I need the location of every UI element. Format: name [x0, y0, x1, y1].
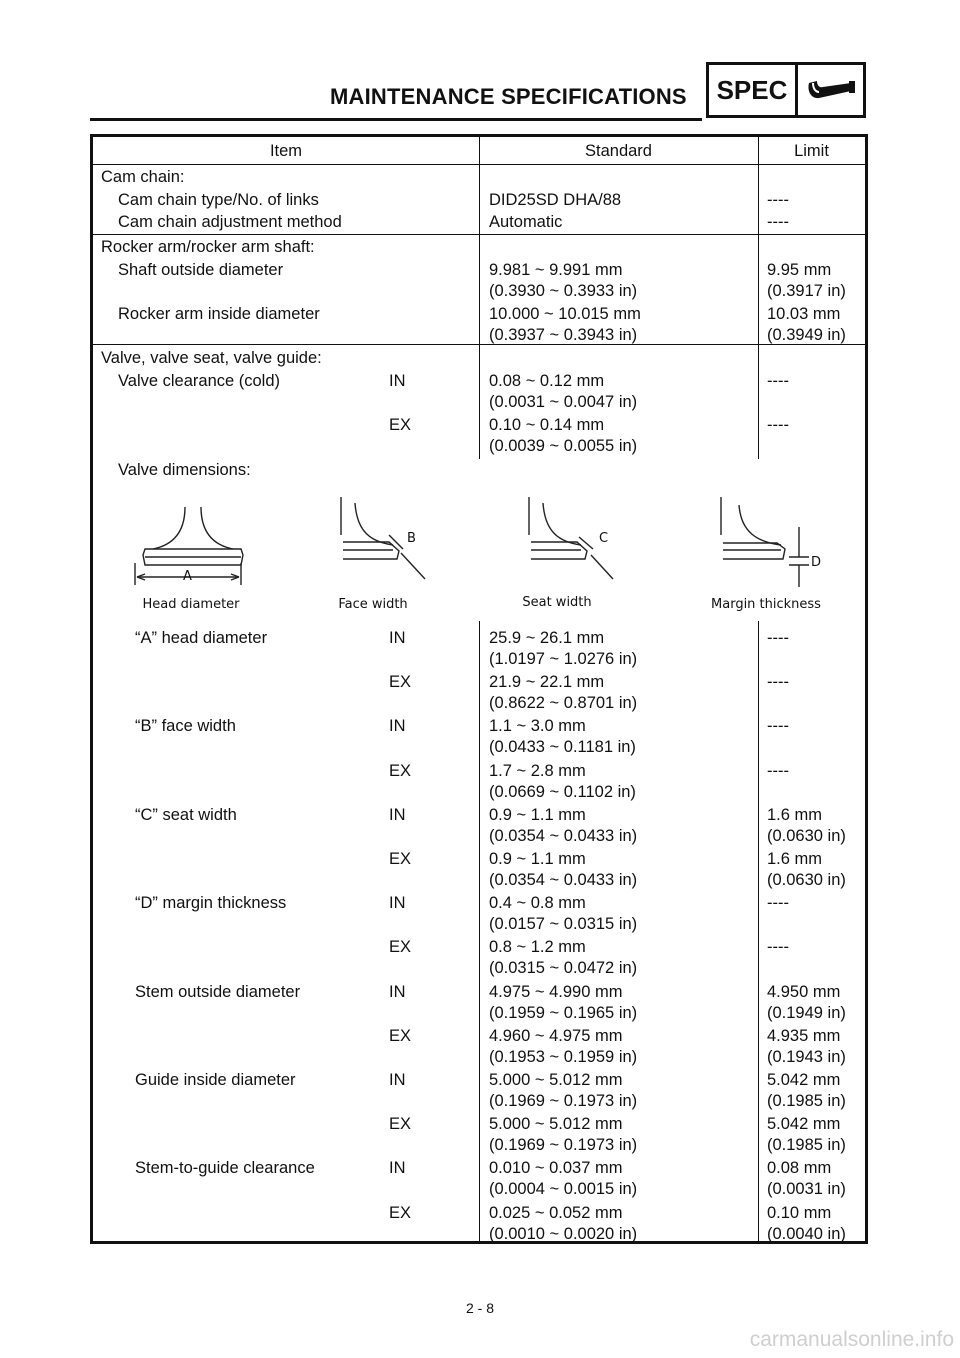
spec-standard: 25.9 ~ 26.1 mm — [489, 629, 605, 647]
spec-standard-inch: (0.0039 ~ 0.0055 in) — [489, 437, 638, 455]
column-divider — [758, 621, 759, 1241]
spec-item: Cam chain adjustment method — [118, 213, 342, 231]
spec-sub: IN — [389, 805, 406, 824]
wrench-icon — [798, 65, 863, 115]
spec-standard-inch: (0.0354 ~ 0.0433 in) — [489, 871, 638, 889]
spec-standard: 21.9 ~ 22.1 mm — [489, 673, 605, 692]
spec-standard-inch: (0.3937 ~ 0.3943 in) — [489, 326, 638, 344]
spec-standard: 4.960 ~ 4.975 mm — [489, 1026, 623, 1045]
spec-standard: 1.1 ~ 3.0 mm — [489, 717, 586, 736]
diagram-letter-c: C — [599, 531, 609, 546]
spec-limit: 1.6 mm — [767, 850, 823, 868]
spec-limit-inch: (0.1949 in) — [767, 1003, 846, 1022]
spec-limit: ---- — [767, 372, 789, 390]
spec-sub: EX — [389, 1115, 412, 1134]
watermark: carmanualsonline.info — [749, 1328, 954, 1351]
column-header-item: Item — [269, 142, 303, 160]
section-heading: Cam chain: — [101, 168, 185, 186]
section-badge — [706, 62, 866, 118]
spec-standard-inch: (0.1959 ~ 0.1965 in) — [489, 1003, 638, 1022]
spec-standard: DID25SD DHA/88 — [489, 191, 622, 209]
spec-item: “D” margin thickness — [135, 894, 287, 913]
spec-limit: ---- — [767, 673, 789, 692]
column-divider — [479, 235, 480, 345]
spec-limit: ---- — [767, 761, 789, 780]
spec-limit: 1.6 mm — [767, 805, 823, 824]
diagram-caption: Margin thickness — [711, 597, 821, 612]
section-heading: Valve, valve seat, valve guide: — [101, 349, 322, 367]
spec-sub: IN — [389, 1159, 406, 1178]
spec-limit: 0.08 mm — [767, 1159, 832, 1178]
spec-standard: 0.9 ~ 1.1 mm — [489, 850, 586, 868]
spec-item: Stem outside diameter — [135, 982, 301, 1001]
spec-standard: 0.08 ~ 0.12 mm — [489, 372, 605, 390]
spec-item: Stem-to-guide clearance — [135, 1159, 315, 1178]
page-title: MAINTENANCE SPECIFICATIONS — [330, 84, 687, 109]
spec-limit: ---- — [767, 213, 789, 231]
spec-standard-inch: (0.0157 ~ 0.0315 in) — [489, 915, 638, 934]
spec-standard-inch: (0.8622 ~ 0.8701 in) — [489, 694, 638, 713]
spec-sub: IN — [389, 372, 406, 390]
spec-standard: 0.9 ~ 1.1 mm — [489, 805, 586, 824]
spec-item: Valve clearance (cold) — [118, 372, 281, 390]
subsection-heading: Valve dimensions: — [118, 461, 251, 479]
spec-standard: 9.981 ~ 9.991 mm — [489, 261, 623, 279]
spec-limit-inch: (0.1943 in) — [767, 1047, 846, 1066]
column-divider — [479, 621, 480, 1241]
section-heading: Rocker arm/rocker arm shaft: — [101, 238, 315, 256]
spec-standard-inch: (0.0433 ~ 0.1181 in) — [489, 738, 636, 757]
spec-limit-inch: (0.0630 in) — [767, 826, 846, 845]
spec-limit: 10.03 mm — [767, 305, 841, 323]
diagram-letter-d: D — [811, 555, 822, 570]
spec-standard-inch: (0.1953 ~ 0.1959 in) — [489, 1047, 638, 1066]
spec-sub: IN — [389, 717, 406, 736]
spec-item: Cam chain type/No. of links — [118, 191, 319, 209]
spec-standard: 4.975 ~ 4.990 mm — [489, 982, 623, 1001]
spec-limit: 4.935 mm — [767, 1026, 841, 1045]
margin-thickness-diagram — [721, 497, 809, 587]
spec-standard-inch: (0.0004 ~ 0.0015 in) — [489, 1180, 638, 1199]
spec-sub: IN — [389, 1071, 406, 1089]
spec-standard: 0.4 ~ 0.8 mm — [489, 894, 586, 913]
spec-item: Guide inside diameter — [135, 1071, 296, 1089]
spec-standard-inch: (0.0669 ~ 0.1102 in) — [489, 782, 636, 801]
spec-limit: ---- — [767, 894, 789, 913]
spec-sub: EX — [389, 1026, 412, 1045]
spec-standard-inch: (0.0031 ~ 0.0047 in) — [489, 393, 638, 411]
spec-standard: 0.010 ~ 0.037 mm — [489, 1159, 623, 1178]
spec-sub: EX — [389, 938, 412, 957]
spec-limit: 5.042 mm — [767, 1071, 841, 1089]
spec-limit-inch: (0.0031 in) — [767, 1180, 846, 1199]
spec-item: Shaft outside diameter — [118, 261, 284, 279]
column-divider — [758, 345, 759, 459]
spec-standard: 5.000 ~ 5.012 mm — [489, 1115, 623, 1134]
diagram-caption: Head diameter — [142, 597, 240, 612]
spec-standard: 1.7 ~ 2.8 mm — [489, 761, 586, 780]
spec-sub: IN — [389, 982, 406, 1001]
spec-item: Rocker arm inside diameter — [118, 305, 320, 323]
spec-standard-inch: (0.1969 ~ 0.1973 in) — [489, 1092, 638, 1110]
spec-limit: ---- — [767, 717, 789, 736]
spec-limit-inch: (0.0630 in) — [767, 871, 846, 889]
column-header-standard: Standard — [585, 142, 652, 160]
spec-limit: 9.95 mm — [767, 261, 832, 279]
spec-standard: 10.000 ~ 10.015 mm — [489, 305, 641, 323]
spec-item: “C” seat width — [135, 805, 237, 824]
spec-limit: 4.950 mm — [767, 982, 841, 1001]
spec-limit: 0.10 mm — [767, 1203, 832, 1222]
spec-standard-inch: (0.1969 ~ 0.1973 in) — [489, 1136, 638, 1155]
spec-sub: EX — [389, 761, 412, 780]
diagram-letter-b: B — [407, 531, 416, 546]
spec-limit-inch: (0.0040 in) — [767, 1224, 846, 1243]
spec-limit-inch: (0.3917 in) — [767, 282, 846, 300]
spec-limit-inch: (0.3949 in) — [767, 326, 846, 344]
spec-standard: Automatic — [489, 213, 563, 231]
diagram-caption: Face width — [338, 597, 408, 612]
page-number: 2 - 8 — [465, 1300, 494, 1316]
spec-standard: 0.025 ~ 0.052 mm — [489, 1203, 623, 1222]
column-divider — [479, 345, 480, 459]
section-label: SPEC — [709, 65, 798, 115]
column-header-limit: Limit — [794, 142, 829, 160]
diagram-caption: Seat width — [522, 595, 592, 610]
spec-standard-inch: (0.0010 ~ 0.0020 in) — [489, 1224, 638, 1243]
spec-standard-inch: (0.0354 ~ 0.0433 in) — [489, 826, 638, 845]
spec-item: “A” head diameter — [135, 629, 268, 647]
spec-standard-inch: (1.0197 ~ 1.0276 in) — [489, 650, 638, 668]
spec-standard-inch: (0.0315 ~ 0.0472 in) — [489, 959, 638, 978]
spec-standard: 5.000 ~ 5.012 mm — [489, 1071, 623, 1089]
spec-standard: 0.10 ~ 0.14 mm — [489, 416, 605, 434]
spec-standard: 0.8 ~ 1.2 mm — [489, 938, 586, 957]
diagram-letter-a: A — [183, 569, 192, 584]
spec-limit-inch: (0.1985 in) — [767, 1092, 846, 1110]
spec-sub: EX — [389, 673, 412, 692]
spec-sub: EX — [389, 416, 412, 434]
spec-limit: ---- — [767, 191, 789, 209]
spec-sub: EX — [389, 1203, 412, 1222]
spec-limit-inch: (0.1985 in) — [767, 1136, 846, 1155]
spec-sub: EX — [389, 850, 412, 868]
spec-sub: IN — [389, 894, 406, 913]
spec-limit: 5.042 mm — [767, 1115, 841, 1134]
spec-item: “B” face width — [135, 717, 236, 736]
spec-limit: ---- — [767, 629, 789, 647]
spec-sub: IN — [389, 629, 406, 647]
column-divider — [758, 235, 759, 345]
title-underline — [90, 118, 702, 121]
spec-limit: ---- — [767, 938, 789, 957]
spec-limit: ---- — [767, 416, 789, 434]
spec-table — [90, 134, 868, 1244]
spec-standard-inch: (0.3930 ~ 0.3933 in) — [489, 282, 638, 300]
